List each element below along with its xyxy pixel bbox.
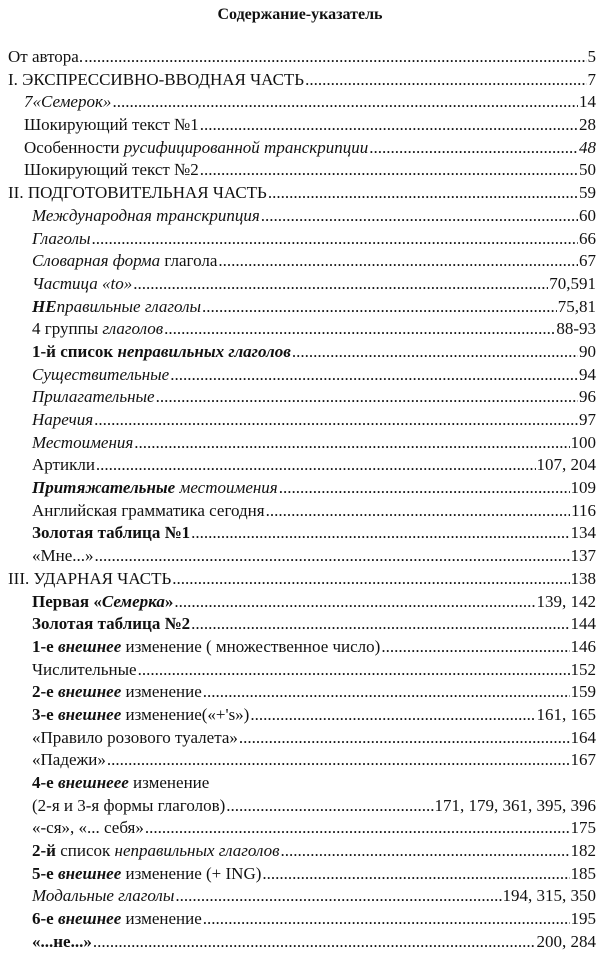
toc-page-number: 164 (570, 727, 596, 747)
toc-page-number: 48 (579, 137, 596, 157)
dot-leader (175, 885, 501, 908)
dot-leader (202, 296, 557, 319)
toc-label-part: изменение (125, 909, 202, 929)
dot-leader (191, 522, 569, 545)
dot-leader (164, 318, 555, 341)
toc-label-text: III. УДАРНАЯ ЧАСТЬ (8, 568, 172, 588)
toc-label-part: внешнее (57, 863, 126, 883)
toc-label-text: 7«Семерок» (24, 92, 112, 112)
dot-leader (261, 205, 578, 228)
toc-page-number: 159 (570, 682, 596, 702)
toc-label-part: НЕ (32, 296, 57, 316)
dot-leader (145, 817, 570, 840)
toc-page-number: 66 (579, 228, 596, 248)
toc-label-part: 5-е (32, 863, 58, 883)
toc-label-part: внешнее (57, 909, 126, 929)
toc-label-part: 4-е (32, 773, 58, 792)
dot-leader (239, 727, 570, 750)
toc-entry-label (32, 681, 202, 704)
toc-entry[interactable] (8, 159, 596, 182)
table-of-contents (8, 46, 596, 954)
toc-page-number: 100 (570, 432, 596, 452)
toc-entry[interactable] (8, 318, 596, 341)
toc-entry[interactable] (8, 205, 596, 228)
toc-entry-label (24, 114, 199, 137)
dot-leader (107, 749, 570, 772)
toc-entry[interactable] (8, 568, 596, 591)
toc-label-part: изменение ( множественное число) (125, 636, 381, 656)
toc-page-number: 90 (579, 341, 596, 361)
toc-entry[interactable] (8, 114, 596, 137)
toc-entry-label (32, 341, 291, 364)
dot-leader (94, 409, 578, 432)
toc-page-number: 60 (579, 205, 596, 225)
toc-entry[interactable] (8, 681, 596, 704)
toc-entry-label (32, 613, 190, 636)
toc-entry-label (32, 228, 91, 251)
dot-leader (226, 795, 433, 818)
toc-label-part: Словарная форма (32, 251, 165, 271)
toc-page-number: 50 (579, 160, 596, 180)
toc-entry[interactable] (8, 432, 596, 455)
toc-entry-label (32, 454, 95, 477)
toc-page-number: 134 (570, 523, 596, 543)
toc-page-number: 67 (579, 251, 596, 271)
dot-leader (156, 386, 578, 409)
toc-entry[interactable] (8, 500, 596, 523)
toc-entry-label (32, 386, 155, 409)
dot-leader (172, 568, 569, 591)
toc-entry[interactable] (8, 364, 596, 387)
toc-label-text: «Падежи» (32, 750, 106, 770)
dot-leader (266, 500, 571, 523)
dot-leader (369, 137, 578, 160)
toc-entry[interactable] (8, 91, 596, 114)
toc-page-number: 59 (579, 183, 596, 203)
toc-entry-label (32, 477, 278, 500)
toc-entry-label (32, 545, 94, 568)
toc-entry[interactable] (8, 659, 596, 682)
toc-label-text: Шокирующий текст №1 (24, 115, 199, 135)
dot-leader (305, 69, 586, 92)
toc-label-part: изменение (133, 773, 210, 792)
toc-label-part: правильные глаголы (56, 296, 201, 316)
toc-label-part: 1-е (32, 636, 58, 656)
toc-label-part: 2-е (32, 682, 58, 702)
toc-label-text: «...не...» (32, 931, 92, 951)
toc-label-part: 1-й список (32, 341, 118, 361)
toc-label-part: Семерка (101, 591, 165, 611)
toc-entry-label (32, 432, 133, 455)
toc-label-part: неправильных глаголов (117, 341, 291, 361)
toc-label-text: Золотая таблица №1 (32, 523, 191, 543)
dot-leader (170, 364, 578, 387)
toc-entry-label (24, 137, 368, 160)
toc-entry-label (8, 182, 267, 205)
toc-entry-label (32, 795, 225, 818)
toc-label-part: 6-е (32, 909, 58, 929)
toc-label-part: изменение(«+'s») (125, 704, 250, 724)
dot-leader (191, 613, 569, 636)
toc-label-part: изменение (+ ING) (125, 863, 262, 883)
dot-leader (381, 636, 569, 659)
toc-entry[interactable] (8, 613, 596, 636)
toc-page-number: 14 (579, 92, 596, 112)
dot-leader (203, 681, 570, 704)
toc-entry-label (32, 205, 260, 228)
toc-label-text: Артикли (32, 455, 95, 475)
toc-entry-label (32, 296, 201, 319)
toc-entry[interactable] (8, 545, 596, 568)
toc-page-number: 116 (571, 500, 596, 520)
toc-page-number: 5 (587, 47, 596, 66)
dot-leader (292, 341, 578, 364)
toc-entry-label (32, 931, 92, 954)
dot-leader (84, 46, 586, 69)
toc-label-text: «Мне...» (32, 546, 94, 566)
dot-leader (250, 704, 535, 727)
toc-label-text: Международная транскрипция (32, 205, 260, 225)
toc-entry-label (32, 500, 265, 523)
toc-label-text: Глаголы (32, 228, 91, 248)
dot-leader (203, 908, 570, 931)
toc-entry[interactable] (8, 477, 596, 500)
toc-entry-label (32, 863, 261, 886)
toc-label-text: (2-я и 3-я формы глаголов) (32, 795, 226, 815)
toc-entry-label (32, 659, 137, 682)
toc-label-part: внешнее (57, 704, 126, 724)
dot-leader (133, 273, 548, 296)
toc-entry[interactable] (8, 69, 596, 92)
toc-page-number: 137 (570, 546, 596, 566)
toc-label-text: Числительные (32, 659, 137, 679)
toc-page-number: 75,81 (557, 296, 596, 316)
toc-label-text: Английская грамматика сегодня (32, 500, 265, 520)
toc-label-part: глагола (164, 251, 218, 271)
toc-label-text: II. ПОДГОТОВИТЕЛЬНАЯ ЧАСТЬ (8, 183, 267, 203)
toc-entry[interactable] (8, 704, 596, 727)
toc-entry-label (32, 364, 169, 387)
toc-page-number: 200, 284 (536, 931, 596, 951)
toc-page-number: 185 (570, 863, 596, 883)
toc-page-number: 167 (570, 750, 596, 770)
toc-page-number: 28 (579, 115, 596, 135)
dot-leader (200, 114, 578, 137)
dot-leader (281, 840, 570, 863)
toc-label-part: глаголов (102, 319, 164, 339)
dot-leader (279, 477, 570, 500)
toc-page-number: 152 (570, 659, 596, 679)
toc-label-text: Местоимения (32, 432, 134, 452)
toc-page-number: 107, 204 (536, 455, 596, 475)
toc-label-part: 4 группы (32, 319, 103, 339)
toc-label-part: Притяжательные (32, 478, 180, 498)
toc-entry[interactable] (8, 931, 596, 954)
toc-entry-label (32, 273, 132, 296)
toc-label-part: список (60, 841, 115, 861)
toc-entry[interactable] (8, 636, 596, 659)
toc-page-number: 96 (579, 387, 596, 407)
toc-label-part: внешнеее (57, 773, 134, 792)
toc-label-text: I. ЭКСПРЕССИВНО-ВВОДНАЯ ЧАСТЬ (8, 69, 305, 89)
toc-entry-label (32, 522, 190, 545)
toc-label-part: 3-е (32, 704, 58, 724)
toc-entry[interactable] (8, 749, 596, 772)
toc-entry[interactable] (8, 727, 596, 750)
toc-page-number: 182 (570, 841, 596, 861)
toc-entry-label (32, 749, 106, 772)
toc-entry-label (24, 91, 111, 114)
toc-label-text: Существительные (32, 364, 170, 384)
toc-entry[interactable] (8, 885, 596, 908)
dot-leader (112, 91, 578, 114)
toc-page-number: 138 (570, 568, 596, 588)
toc-entry[interactable] (8, 46, 596, 69)
toc-label-text: Шокирующий текст №2 (24, 160, 199, 180)
toc-page-number: 109 (570, 478, 596, 498)
toc-label-text: Наречия (32, 410, 94, 429)
toc-entry[interactable] (8, 795, 596, 818)
toc-entry-label (24, 159, 199, 182)
toc-entry-label (32, 591, 173, 614)
toc-page-number: 70,591 (549, 273, 596, 293)
dot-leader (218, 250, 578, 273)
dot-leader (174, 591, 535, 614)
toc-label-part: русифицированной транскрипции (123, 137, 369, 157)
toc-entry[interactable] (8, 250, 596, 273)
dot-leader (93, 931, 536, 954)
toc-entry[interactable] (8, 341, 596, 364)
toc-entry[interactable] (8, 182, 596, 205)
toc-entry-label (32, 704, 249, 727)
toc-entry-label (32, 885, 174, 908)
toc-label-part: изменение (125, 682, 202, 702)
toc-entry[interactable] (8, 840, 596, 863)
toc-entry[interactable] (8, 863, 596, 886)
toc-entry[interactable] (8, 228, 596, 251)
toc-label-text: Модальные глаголы (32, 886, 175, 906)
toc-label-part: неправильных глаголов (114, 841, 280, 861)
toc-entry[interactable] (8, 386, 596, 409)
toc-entry-label (32, 772, 209, 795)
toc-label-part: внешнее (57, 636, 126, 656)
toc-label-text: «Правило розового туалета» (32, 727, 238, 747)
toc-page-number: 171, 179, 361, 395, 396 (434, 795, 596, 815)
toc-page-number: 7 (587, 69, 596, 89)
toc-label-text: «-ся», «... себя» (32, 818, 144, 838)
toc-label-text: Золотая таблица №2 (32, 614, 191, 634)
toc-label-part: 2-й (32, 841, 61, 861)
toc-entry[interactable] (8, 908, 596, 931)
toc-page-number: 175 (570, 818, 596, 838)
toc-entry[interactable] (8, 591, 596, 614)
dot-leader (138, 659, 570, 682)
toc-entry-label (32, 727, 238, 750)
toc-entry[interactable] (8, 296, 596, 319)
toc-entry[interactable] (8, 273, 596, 296)
toc-page-number: 97 (579, 410, 596, 429)
dot-leader (95, 545, 570, 568)
toc-page-number: 194, 315, 350 (502, 886, 596, 906)
toc-entry-label (32, 840, 280, 863)
toc-page-number: 144 (570, 614, 596, 634)
toc-label-part: » (164, 591, 174, 611)
dot-leader (262, 863, 569, 886)
toc-entry[interactable] (8, 817, 596, 840)
toc-page-number: 161, 165 (536, 704, 596, 724)
toc-entry[interactable] (8, 137, 596, 160)
dot-leader (92, 228, 578, 251)
toc-entry-label (32, 409, 93, 432)
toc-label-part: внешнее (57, 682, 126, 702)
dot-leader (96, 454, 536, 477)
toc-entry[interactable] (8, 522, 596, 545)
toc-entry-label (32, 817, 144, 840)
dot-leader (200, 159, 578, 182)
toc-entry[interactable] (8, 454, 596, 477)
toc-page-number: 146 (570, 636, 596, 656)
toc-page-number: 139, 142 (536, 591, 596, 611)
page-title: Содержание-указатель (217, 6, 383, 23)
dot-leader (134, 432, 569, 455)
toc-page-number: 94 (579, 364, 596, 384)
toc-label-text: От автора. (8, 47, 84, 66)
toc-entry-label (32, 908, 202, 931)
toc-entry-label (32, 318, 163, 341)
toc-page-number: 195 (570, 909, 596, 929)
toc-entry-label (8, 46, 83, 69)
toc-label-part: Особенности (24, 137, 124, 157)
toc-label-text: Прилагательные (32, 387, 155, 407)
toc-label-text: Частица «to» (32, 273, 133, 293)
toc-entry-label (32, 636, 380, 659)
toc-entry-label (8, 568, 171, 591)
toc-entry[interactable] (8, 772, 596, 795)
toc-page-number: 88-93 (556, 319, 596, 339)
toc-entry[interactable] (8, 409, 596, 432)
toc-label-part: Первая « (32, 591, 102, 611)
toc-label-part: местоимения (179, 478, 278, 498)
toc-entry-label (8, 69, 304, 92)
toc-entry-label (32, 250, 217, 273)
dot-leader (268, 182, 578, 205)
